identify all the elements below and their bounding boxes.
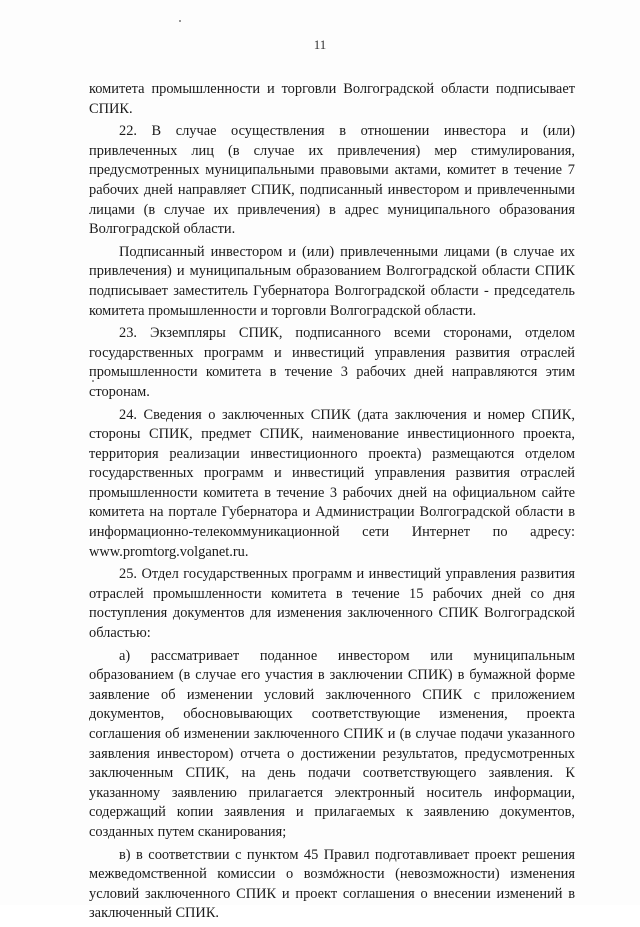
scan-speck bbox=[179, 20, 181, 22]
paragraph-continuation: комитета промышленности и торговли Волгоградской области подписывает СПИК. bbox=[89, 81, 575, 117]
paragraph-signing: Подписанный инвестором и (или) привлеченными лицами (в случае их привлечения) и муниципальным образованием Волгоградской области СПИК подписывает заместитель Губернатора Волгоградской области - председатель комитета промышленности и торговли Волгоградской области. bbox=[89, 243, 575, 319]
paragraph-25: 25. Отдел государственных программ и инвестиций управления развития отраслей промышленности комитета в течение 15 рабочих дней со дня поступления документов для изменения заключенного СПИК Волгоградской областью: bbox=[89, 566, 575, 642]
paragraph-22: 22. В случае осуществления в отношении инвестора и (или) привлеченных лиц (в случае их привлечения) мер стимулирования, предусмотренных муниципальными правовыми актами, комитет в течение 7 рабочих дней направляет СПИК, подписанный инвестором и привлеченными лицами (в случае их привлечения) в адрес муниципального образования Волгоградской области. bbox=[89, 123, 575, 238]
page-number: 11 bbox=[313, 37, 327, 52]
paragraph-25-v: в) в соответствии с пунктом 45 Правил подготавливает проект решения межведомственной комиссии о возможности (невозможности) изменения условий заключенного СПИК и проект соглашения о внесении изменений в заключенный СПИК. bbox=[89, 846, 575, 922]
document-body bbox=[89, 80, 575, 927]
paragraph-25-a: а) рассматривает поданное инвестором или муниципальным образованием (в случае его участия в заключении СПИК) в бумажной форме заявление об изменении условий заключенного СПИК с приложением документов, обосновывающих соответствующие изменения, проекта соглашения об изменении заключенного СПИК и (в случае подачи указанного заявления инвестором) отчета о достижении результатов, предусмотренных заключенным СПИК, на день подачи соответствующего заявления. К указанному заявлению прилагается электронный носитель информации, содержащий копии заявления и прилагаемых к заявлению документов, созданных путем сканирования; bbox=[89, 647, 575, 840]
paragraph-24: 24. Сведения о заключенных СПИК (дата заключения и номер СПИК, стороны СПИК, предмет СПИК, наименование инвестиционного проекта, территория реализации инвестиционного проекта) размещаются отделом государственных программ и инвестиций управления развития отраслей промышленности комитета в течение 3 рабочих дней на официальном сайте комитета на портале Губернатора и Администрации Волгоградской области в информационно-телекоммуникационной сети Интернет по адресу: www.promtorg.volganet.ru. bbox=[89, 406, 575, 560]
paragraph-23: 23. Экземпляры СПИК, подписанного всеми сторонами, отделом государственных программ и инвестиций управления развития отраслей промышленности комитета в течение 3 рабочих дней направляются этим сторонам. bbox=[89, 325, 575, 400]
